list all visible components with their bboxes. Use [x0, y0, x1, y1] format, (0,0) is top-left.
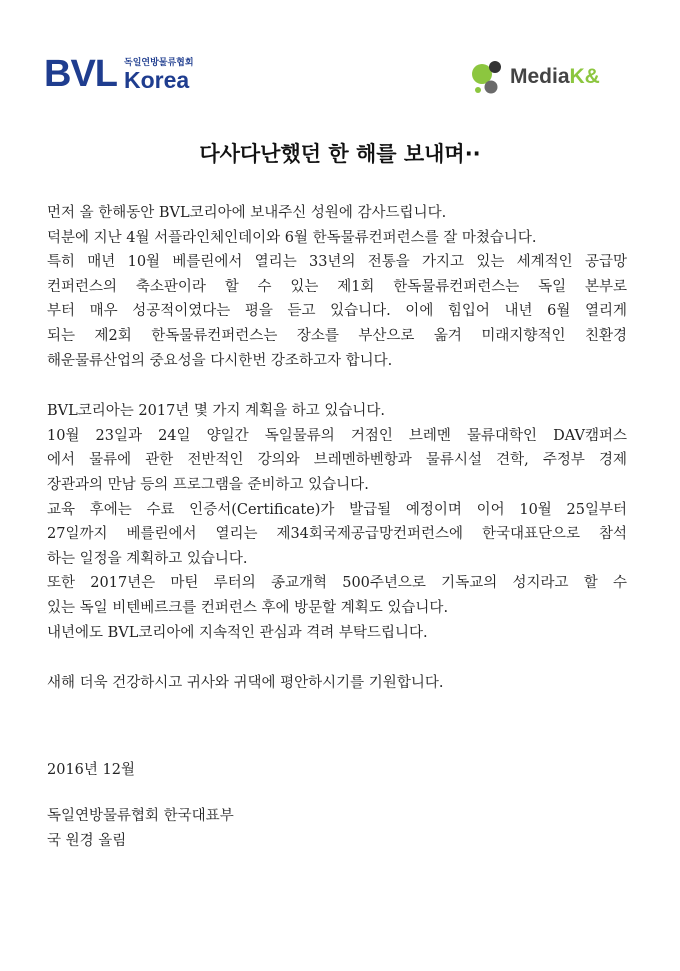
signature-name: 국 원경 올림 [47, 832, 127, 849]
letter-date: 2016년 12월 [47, 761, 135, 778]
closing-text: 새해 더욱 건강하시고 귀사와 귀댁에 평안하시기를 기원합니다. [47, 675, 444, 692]
text-line: 에서 물류에 관한 전반적인 강의와 브레멘하벤항과 물류시설 견학, 주정부 경제 [47, 452, 627, 469]
bvl-logo-mark: BVL [44, 53, 117, 95]
mediak-logo-suffix: K& [569, 65, 600, 88]
text-line: 컨퍼런스의 축소판이라 할 수 있는 제1회 한독물류컨퍼런스는 독일 본부로 [47, 278, 627, 295]
bvl-logo-subtitle: 독일연방물류협회 [124, 58, 194, 68]
signature-block [47, 804, 627, 853]
text-line: BVL코리아는 2017년 몇 가지 계획을 하고 있습니다. [47, 403, 386, 420]
text-line: 있는 독일 비텐베르크를 컨퍼런스 후에 방문할 계획도 있습니다. [47, 599, 449, 616]
text-line: 교육 후에는 수료 인증서(Certificate)가 발급될 예정이며 이어 10월 25일부터 [47, 501, 627, 518]
text-line: 장관과의 만남 등의 프로그램을 준비하고 있습니다. [47, 476, 369, 493]
page-title: 다사다난했던 한 해를 보내며·· [199, 142, 481, 166]
letter-body [47, 201, 627, 853]
text-line: 하는 일정을 계획하고 있습니다. [47, 550, 248, 567]
text-line: 27일까지 베를린에서 열리는 제34회국제공급망컨퍼런스에 한국대표단으로 참석 [47, 526, 627, 543]
paragraph-1 [47, 201, 627, 373]
header [0, 0, 680, 120]
mediak-logo [470, 58, 640, 98]
paragraph-2 [47, 399, 627, 645]
text-line: 10월 23일과 24일 양일간 독일물류의 거점인 브레멘 물류대학인 DAV캠퍼스 [47, 427, 627, 444]
date-line [47, 758, 627, 783]
text-line: 특히 매년 10월 베를린에서 열리는 33년의 전통을 가지고 있는 세계적인 공급망 [47, 254, 627, 271]
text-line: 먼저 올 한해동안 BVL코리아에 보내주신 성원에 감사드립니다. [47, 205, 447, 221]
signature-organization: 독일연방물류협회 한국대표부 [47, 808, 234, 825]
mediak-logo-text [510, 64, 600, 90]
text-line: 내년에도 BVL코리아에 지속적인 관심과 격려 부탁드립니다. [47, 624, 428, 641]
text-line: 또한 2017년은 마틴 루터의 종교개혁 500주년으로 기독교의 성지라고 할 수 [47, 575, 627, 592]
mediak-logo-media: Media [510, 65, 570, 88]
text-line: 부터 매우 성공적이였다는 평을 듣고 있습니다. 이에 힘입어 내년 6월 열리게 [47, 303, 627, 320]
bvl-korea-logo [44, 52, 264, 98]
bvl-logo-korea: Korea [124, 67, 190, 93]
text-line: 해운물류산업의 중요성을 다시한번 강조하고자 합니다. [47, 352, 393, 369]
text-line: 덕분에 지난 4월 서플라인체인데이와 6월 한독물류컨퍼런스를 잘 마쳤습니다. [47, 229, 537, 246]
closing-line [47, 671, 627, 696]
text-line: 되는 제2회 한독물류컨퍼런스는 장소를 부산으로 옮겨 미래지향적인 친환경 [47, 327, 627, 344]
